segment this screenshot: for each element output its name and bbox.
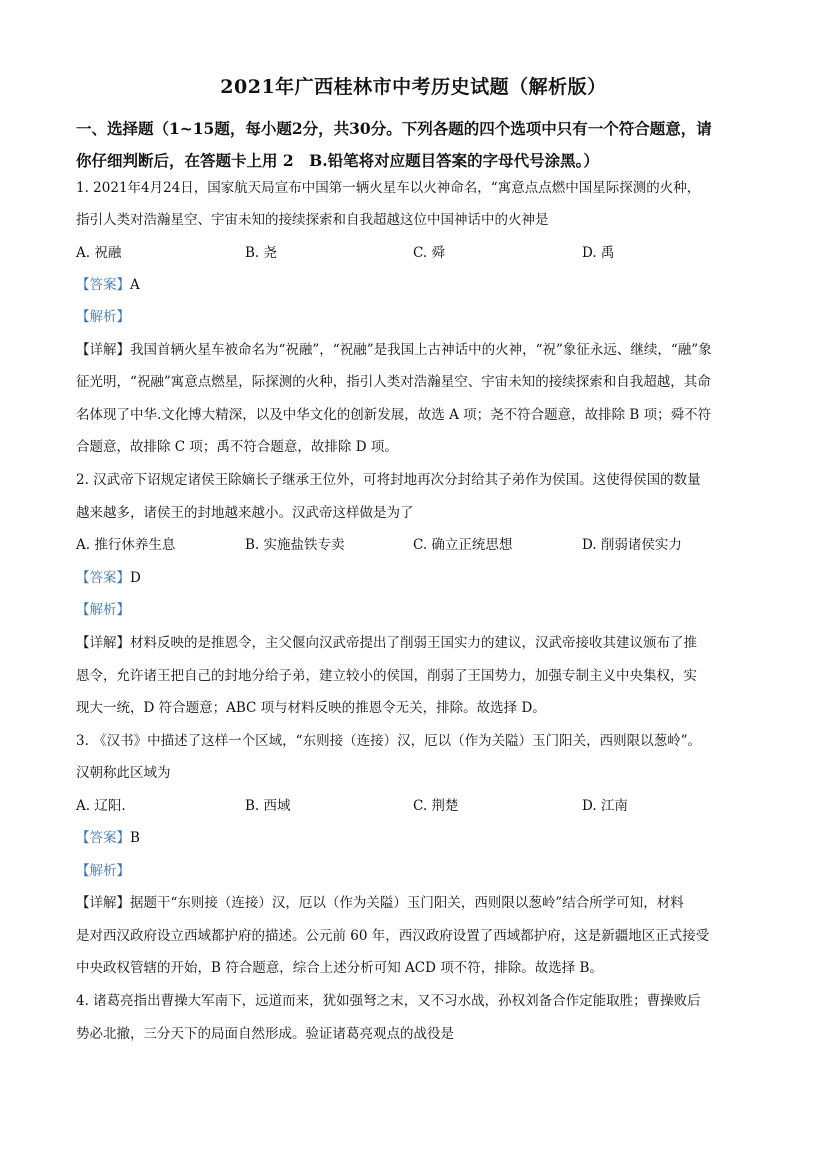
q2-analysis-label: 【解析】 [76,602,130,618]
detail-label: 详解 [89,895,117,911]
q3-option-a: A. 辽阳. [76,798,126,814]
answer-value: A [130,277,140,293]
answer-bracket: 】 [116,277,130,293]
detail-bracket: 】 [116,635,130,651]
q2-detail-line: 现大一统，D 符合题意；ABC 项与材料反映的推恩令无关，排除。故选择 D。 [76,700,546,716]
answer-bracket: 【 [76,277,90,293]
q1-analysis-label: 【解析】 [76,309,130,325]
detail-bracket: 】 [116,342,130,358]
q1-detail-line [76,340,756,360]
answer-bracket: 【 [76,830,90,846]
q3-detail-line: 中央政权管辖的开始，B 符合题意，综合上述分析可知 ACD 项不符，排除。故选择 B。 [76,960,603,976]
document-title: 2021年广西桂林市中考历史试题（解析版） [220,76,607,98]
q3-option-b: B. 西域 [245,798,291,814]
q3-detail-line: 是对西汉政府设立西域都护府的描述。公元前 60 年，西汉政府设置了西域都护府，这是新疆地区正式接受 [76,928,710,944]
q2-stem-line: 越来越多，诸侯王的封地越来越小。汉武帝这样做是为了 [76,505,414,521]
q2-stem-line: 2. 汉武帝下诏规定诸侯王除嫡长子继承王位外，可将封地再次分封给其子弟作为侯国。这使得侯国的数量 [76,472,701,488]
q1-stem-line: 指引人类对浩瀚星空、宇宙未知的接续探索和自我超越这位中国神话中的火神是 [76,212,549,228]
q2-detail-line [76,633,756,653]
q2-option-c: C. 确立正统思想 [413,537,513,553]
detail-text: 材料反映的是推恩令，主父偃向汉武帝提出了削弱王国实力的建议，汉武帝接收其建议颁布了推 [130,635,697,651]
q4-stem-line: 势必北撤，三分天下的局面自然形成。验证诸葛亮观点的战役是 [76,1026,454,1042]
q1-detail-line: 名体现了中华.文化博大精深，以及中华文化的创新发展，故选 A 项；尧不符合题意，故排除 B 项；舜不符 [76,407,712,423]
detail-text: 据题干“东则接（连接）汉，厄以（作为关隘）玉门阳关，西则限以葱岭”结合所学可知，材料 [130,895,684,911]
detail-bracket: 【 [76,635,90,651]
q3-analysis-label: 【解析】 [76,863,130,879]
detail-label: 详解 [89,635,117,651]
q3-stem-line: 汉朝称此区域为 [76,765,171,781]
section-line: 一、选择题（1~15题，每小题2分，共30分。下列各题的四个选项中只有一个符合题意，请 [76,119,712,138]
q2-option-b: B. 实施盐铁专卖 [245,537,345,553]
detail-bracket: 【 [76,895,90,911]
q2-option-d: D. 削弱诸侯实力 [582,537,682,553]
q1-option-c: C. 舜 [413,245,445,261]
q2-option-a: A. 推行休养生息 [76,537,176,553]
detail-text: 我国首辆火星车被命名为“祝融”，“祝融”是我国上古神话中的火神，“祝”象征永远、继续，“融”象 [130,342,712,358]
answer-label: 答案 [89,570,117,586]
detail-bracket: 【 [76,342,90,358]
q1-stem-line: 1. 2021年4月24日，国家航天局宣布中国第一辆火星车以火神命名，“寓意点点燃中国星际探测的火种， [76,180,701,196]
answer-bracket: 】 [116,830,130,846]
q3-option-d: D. 江南 [582,798,628,814]
q4-stem-line: 4. 诸葛亮指出曹操大军南下，远道而来，犹如强弩之末，又不习水战，孙权刘备合作定能取胜；曹操败后 [76,993,701,1009]
answer-bracket: 】 [116,570,130,586]
section-instructions [76,113,756,177]
q2-detail-line: 恩令，允许诸王把自己的封地分给子弟，建立较小的侯国，削弱了王国势力，加强专制主义中央集权，实 [76,668,697,684]
q3-option-c: C. 荆楚 [413,798,459,814]
q1-detail-line: 征光明，“祝融”寓意点燃星，际探测的火种，指引人类对浩瀚星空、宇宙未知的接续探索和自我超越，其命 [76,374,711,390]
answer-bracket: 【 [76,570,90,586]
q3-stem-line: 3. 《汉书》中描述了这样一个区域，“东则接（连接）汉，厄以（作为关隘）玉门阳关，西则限以葱岭”。 [76,733,701,749]
q3-detail-line [76,893,756,913]
q1-answer [76,275,756,295]
answer-label: 答案 [89,830,117,846]
detail-bracket: 】 [116,895,130,911]
q1-detail-line: 合题意，故排除 C 项；禹不符合题意，故排除 D 项。 [76,439,398,455]
q1-option-b: B. 尧 [245,245,278,261]
section-line: 你仔细判断后，在答题卡上用 2 B.铅笔将对应题目答案的字母代号涂黑。） [76,151,599,170]
q1-option-a: A. 祝融 [76,245,122,261]
q1-option-d: D. 禹 [582,245,615,261]
answer-value: B [130,830,140,846]
answer-value: D [130,570,141,586]
detail-label: 详解 [89,342,117,358]
q3-answer [76,828,756,848]
answer-label: 答案 [89,277,117,293]
q2-answer [76,568,756,588]
